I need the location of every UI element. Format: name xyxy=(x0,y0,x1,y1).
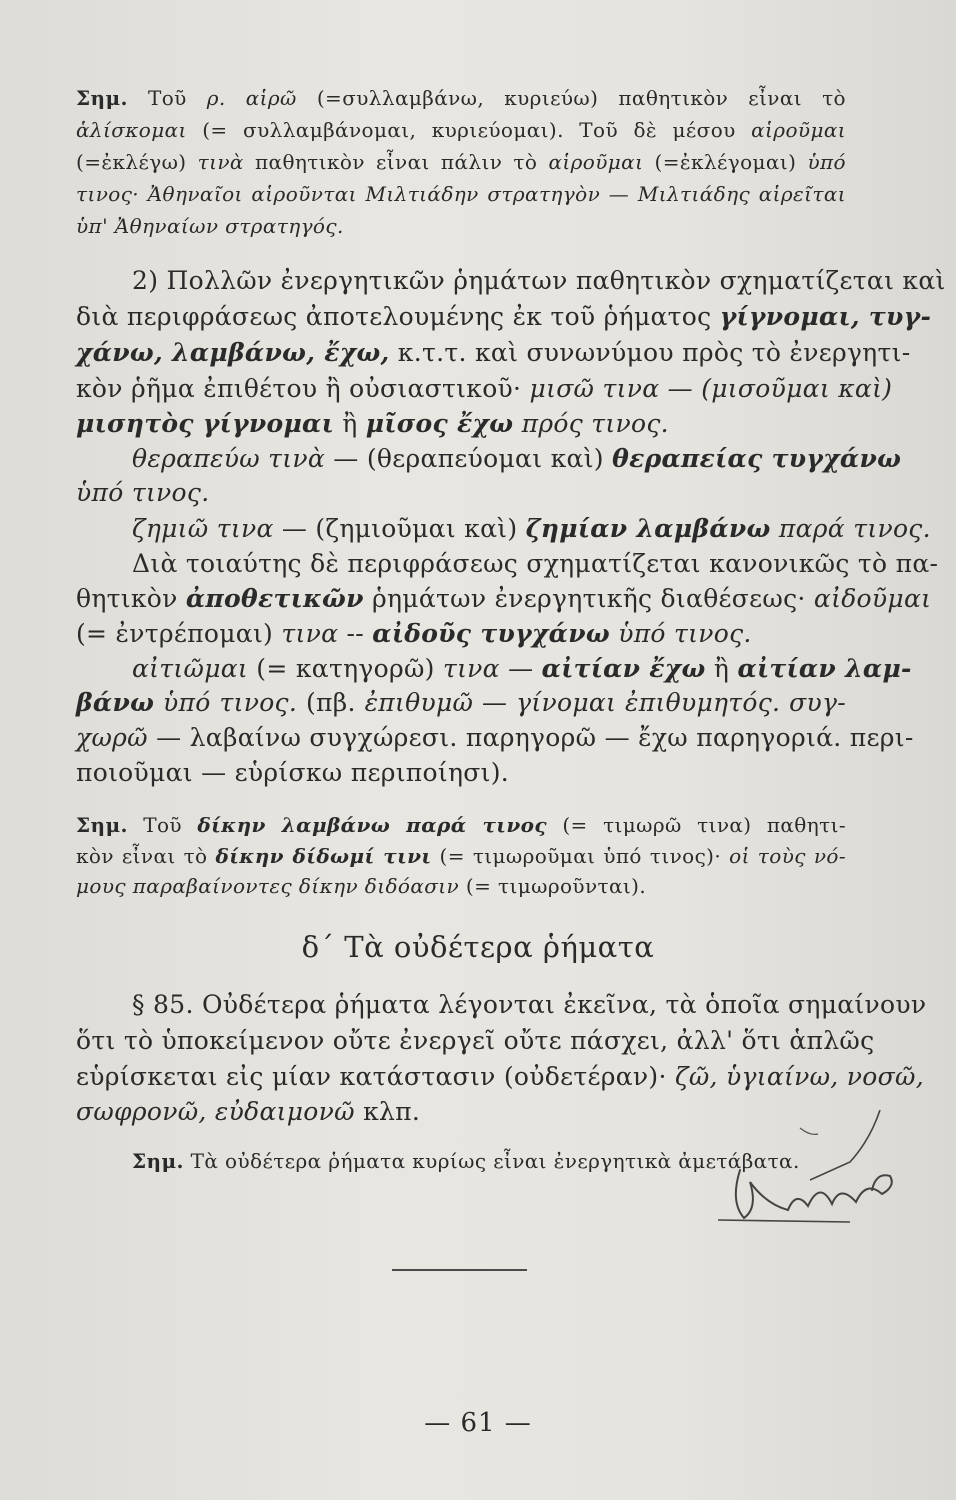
para2-line-2: διὰ περιφράσεως ἀποτελουμένης ἐκ τοῦ ῥήματος γίγνομαι, τυγ- xyxy=(76,302,932,331)
para85-line-4: σωφρονῶ, εὐδαιμονῶ κλπ. xyxy=(76,1097,421,1126)
note1-line-5: ὑπ' Ἀθηναίων στρατηγός. xyxy=(76,214,344,238)
para2-line-7: ὑπό τινος. xyxy=(76,478,210,507)
para2-line-1: 2) Πολλῶν ἐνεργητικῶν ῥημάτων παθητικὸν σχηματίζεται καὶ xyxy=(132,266,946,295)
note1-line-2: ἁλίσκομαι (= συλλαμβάνομαι, κυριεύομαι). Τοῦ δὲ μέσου αἱροῦμαι xyxy=(76,118,846,142)
para2-line-4: κὸν ῥῆμα ἐπιθέτου ἢ οὐσιαστικοῦ· μισῶ τινα — (μισοῦμαι καὶ) xyxy=(76,374,893,403)
note1-line-1: Σημ. Τοῦ ρ. αἱρῶ (=συλλαμβάνω, κυριεύω) παθητικὸν εἶναι τὸ xyxy=(76,86,846,110)
para2-line-9: Διὰ τοιαύτης δὲ περιφράσεως σχηματίζεται κανονικῶς τὸ πα- xyxy=(132,549,939,578)
para2-line-14: χωρῶ — λαβαίνω συγχώρεσι. παρηγορῶ — ἔχω παρηγοριά. περι- xyxy=(76,723,914,752)
para2-line-12: αἰτιῶμαι (= κατηγορῶ) τινα — αἰτίαν ἔχω ἢ αἰτίαν λαμ- xyxy=(132,654,912,683)
handwritten-signature xyxy=(700,1110,920,1230)
para2-line-5: μισητὸς γίγνομαι ἢ μῖσος ἔχω πρός τινος. xyxy=(76,409,669,438)
para85-line-1: § 85. Οὐδέτερα ῥήματα λέγονται ἐκεῖνα, τὰ ὁποῖα σημαίνουν xyxy=(132,990,927,1019)
para2-line-11: (= ἐντρέπομαι) τινα -- αἰδοῦς τυγχάνω ὑπό τινος. xyxy=(76,619,752,648)
note1-line-4: τινος· Ἀθηναῖοι αἱροῦνται Μιλτιάδην στρατηγὸν — Μιλτιάδης αἱρεῖται xyxy=(76,182,846,206)
para2-line-3: χάνω, λαμβάνω, ἔχω, κ.τ.τ. καὶ συνωνύμου πρὸς τὸ ἐνεργητι- xyxy=(76,338,911,367)
note2-line-2: κὸν εἶναι τὸ δίκην δίδωμί τινι (= τιμωροῦμαι ὑπό τινος)· οἱ τοὺς νό- xyxy=(76,844,847,868)
para85-line-3: εὑρίσκεται εἰς μίαν κατάστασιν (οὐδετέραν)· ζῶ, ὑγιαίνω, νοσῶ, xyxy=(76,1062,924,1091)
para2-line-6: θεραπεύω τινὰ — (θεραπεύομαι καὶ) θεραπείας τυγχάνω xyxy=(132,444,902,473)
note1-line-3: (=ἐκλέγω) τινὰ παθητικὸν εἶναι πάλιν τὸ αἱροῦμαι (=ἐκλέγομαι) ὑπό xyxy=(76,150,846,174)
para2-line-15: ποιοῦμαι — εὑρίσκω περιποίησι). xyxy=(76,758,510,787)
note2-line-1: Σημ. Τοῦ δίκην λαμβάνω παρά τινος (= τιμωρῶ τινα) παθητι- xyxy=(76,813,846,837)
para2-line-10: θητικὸν ἀποθετικῶν ῥημάτων ἐνεργητικῆς διαθέσεως· αἰδοῦμαι xyxy=(76,584,932,613)
note2-line-3: μους παραβαίνοντες δίκην διδόασιν (= τιμωροῦνται). xyxy=(76,874,647,898)
page-number: — 61 — xyxy=(424,1408,532,1438)
para85-line-2: ὅτι τὸ ὑποκείμενον οὔτε ἐνεργεῖ οὔτε πάσχει, ἀλλ' ὅτι ἁπλῶς xyxy=(76,1026,875,1055)
section-heading: δ΄ Τὰ οὐδέτερα ῥήματα xyxy=(301,930,655,964)
separator-rule xyxy=(392,1269,527,1271)
note3-line-1: Σημ. Τὰ οὐδέτερα ῥήματα κυρίως εἶναι ἐνεργητικὰ ἀμετάβατα. xyxy=(132,1149,800,1173)
para2-line-13: βάνω ὑπό τινος. (πβ. ἐπιθυμῶ — γίνομαι ἐπιθυμητός. συγ- xyxy=(76,688,846,717)
para2-line-8: ζημιῶ τινα — (ζημιοῦμαι καὶ) ζημίαν λαμβάνω παρά τινος. xyxy=(132,514,931,543)
